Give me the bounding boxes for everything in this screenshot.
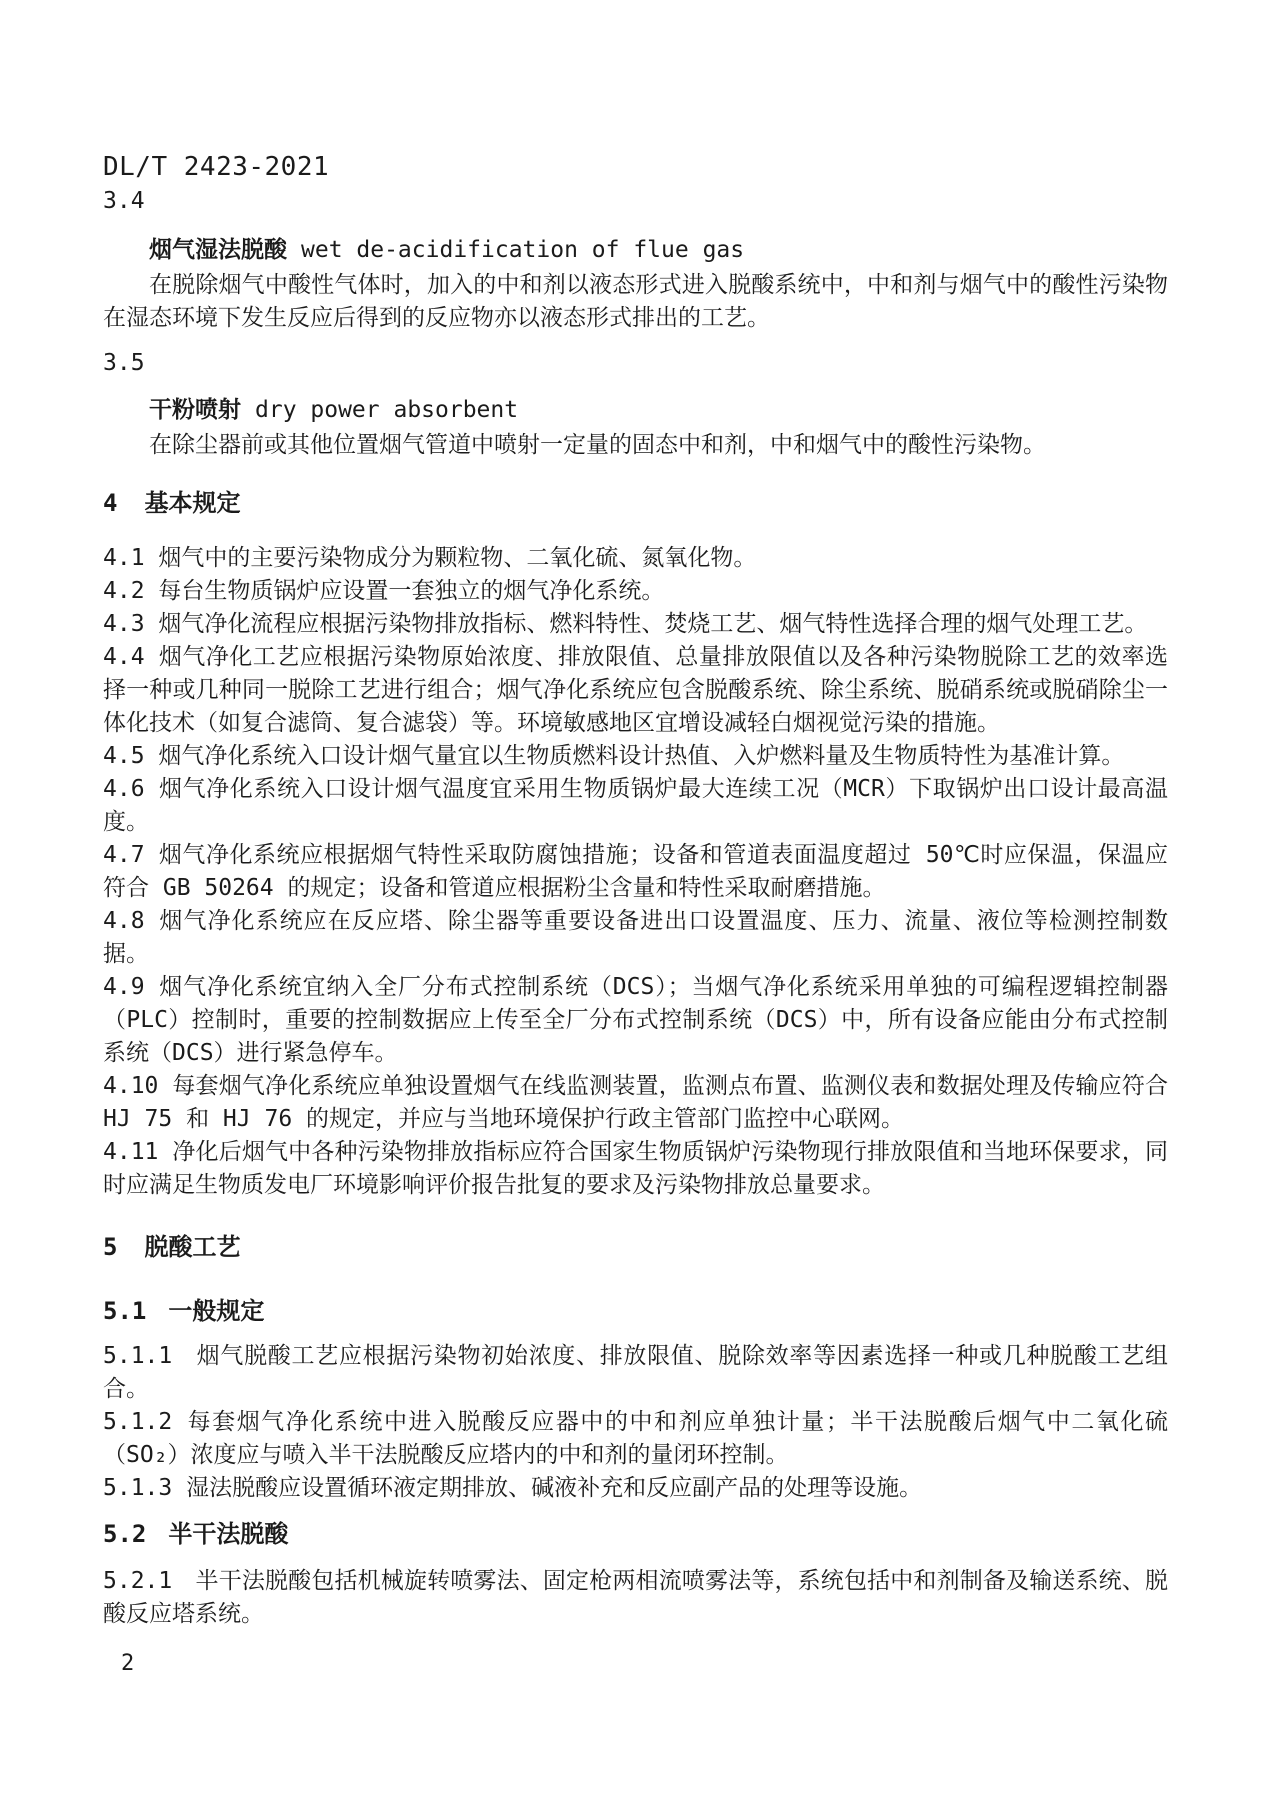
subsection-5-1-heading [103,1294,1168,1328]
clause-4-10: 4.10 每套烟气净化系统应单独设置烟气在线监测装置，监测点布置、监测仪表和数据处理及传输应符合 HJ 75 和 HJ 76 的规定，并应与当地环境保护行政主管部门监控中心联网。 [103,1073,1168,1132]
clause-5-1-2: 5.1.2 每套烟气净化系统中进入脱酸反应器中的中和剂应单独计量；半干法脱酸后烟气中二氧化硫（SO₂）浓度应与喷入半干法脱酸反应塔内的中和剂的量闭环控制。 [103,1409,1168,1468]
subsection-5-2-number: 5.2 [103,1520,147,1548]
section-4-clauses [103,542,1168,1202]
term-title-en: dry power absorbent [255,397,519,423]
term-title-3-5 [103,394,1168,427]
section-4-heading [103,486,1168,520]
clause-4-4: 4.4 烟气净化工艺应根据污染物原始浓度、排放限值、总量排放限值以及各种污染物脱除工艺的效率选择一种或几种同一脱除工艺进行组合；烟气净化系统应包含脱酸系统、除尘系统、脱硝系统或脱硝除尘一体化技术（如复合滤筒、复合滤袋）等。环境敏感地区宜增设减轻白烟视觉污染的措施。 [103,644,1168,736]
clause-4-5: 4.5 烟气净化系统入口设计烟气量宜以生物质燃料设计热值、入炉燃料量及生物质特性为基准计算。 [103,743,1125,769]
subsection-5-1-clauses [103,1340,1168,1505]
clause-5-2-1: 5.2.1 半干法脱酸包括机械旋转喷雾法、固定枪两相流喷雾法等，系统包括中和剂制备及输送系统、脱酸反应塔系统。 [103,1568,1168,1627]
clause-4-8: 4.8 烟气净化系统应在反应塔、除尘器等重要设备进出口设置温度、压力、流量、液位等检测控制数据。 [103,908,1168,967]
term-title-zh: 烟气湿法脱酸 [149,237,287,263]
clause-4-1: 4.1 烟气中的主要污染物成分为颗粒物、二氧化硫、氮氧化物。 [103,545,757,571]
subsection-5-1-number: 5.1 [103,1297,147,1325]
section-4-number: 4 [103,489,118,517]
term-title-en: wet de-acidification of flue gas [301,237,745,263]
term-definition-3-5: 在除尘器前或其他位置烟气管道中喷射一定量的固态中和剂，中和烟气中的酸性污染物。 [149,432,1046,458]
term-number-3-4: 3.4 [103,188,145,214]
section-5-number: 5 [103,1233,118,1261]
section-5-heading [103,1230,1168,1264]
term-definition-3-4: 在脱除烟气中酸性气体时，加入的中和剂以液态形式进入脱酸系统中，中和剂与烟气中的酸性污染物在湿态环境下发生反应后得到的反应物亦以液态形式排出的工艺。 [103,272,1168,331]
standard-number-header: DL/T 2423-2021 [103,152,330,182]
clause-4-6: 4.6 烟气净化系统入口设计烟气温度宜采用生物质锅炉最大连续工况（MCR）下取锅炉出口设计最高温度。 [103,776,1168,835]
clause-5-1-3: 5.1.3 湿法脱酸应设置循环液定期排放、碱液补充和反应副产品的处理等设施。 [103,1475,923,1501]
clause-4-7: 4.7 烟气净化系统应根据烟气特性采取防腐蚀措施；设备和管道表面温度超过 50℃时应保温，保温应符合 GB 50264 的规定；设备和管道应根据粉尘含量和特性采取耐磨措施。 [103,842,1168,901]
subsection-5-2-title: 半干法脱酸 [168,1520,289,1548]
clause-4-3: 4.3 烟气净化流程应根据污染物排放指标、燃料特性、焚烧工艺、烟气特性选择合理的烟气处理工艺。 [103,611,1148,637]
subsection-5-2-heading [103,1517,1168,1551]
term-title-3-4 [103,234,1168,267]
term-title-zh: 干粉喷射 [149,397,241,423]
clause-4-9: 4.9 烟气净化系统宜纳入全厂分布式控制系统（DCS）；当烟气净化系统采用单独的可编程逻辑控制器（PLC）控制时，重要的控制数据应上传至全厂分布式控制系统（DCS）中，所有设备应能由分布式控制系统（DCS）进行紧急停车。 [103,974,1168,1066]
clause-4-2: 4.2 每台生物质锅炉应设置一套独立的烟气净化系统。 [103,578,665,604]
clause-4-11: 4.11 净化后烟气中各种污染物排放指标应符合国家生物质锅炉污染物现行排放限值和当地环保要求，同时应满足生物质发电厂环境影响评价报告批复的要求及污染物排放总量要求。 [103,1139,1168,1198]
section-4-title: 基本规定 [144,489,241,517]
page-number: 2 [121,1651,135,1676]
subsection-5-2-clauses [103,1565,1168,1631]
clause-5-1-1: 5.1.1 烟气脱酸工艺应根据污染物初始浓度、排放限值、脱除效率等因素选择一种或几种脱酸工艺组合。 [103,1343,1168,1402]
subsection-5-1-title: 一般规定 [168,1297,265,1325]
section-5-title: 脱酸工艺 [144,1233,241,1261]
term-number-3-5: 3.5 [103,350,145,376]
